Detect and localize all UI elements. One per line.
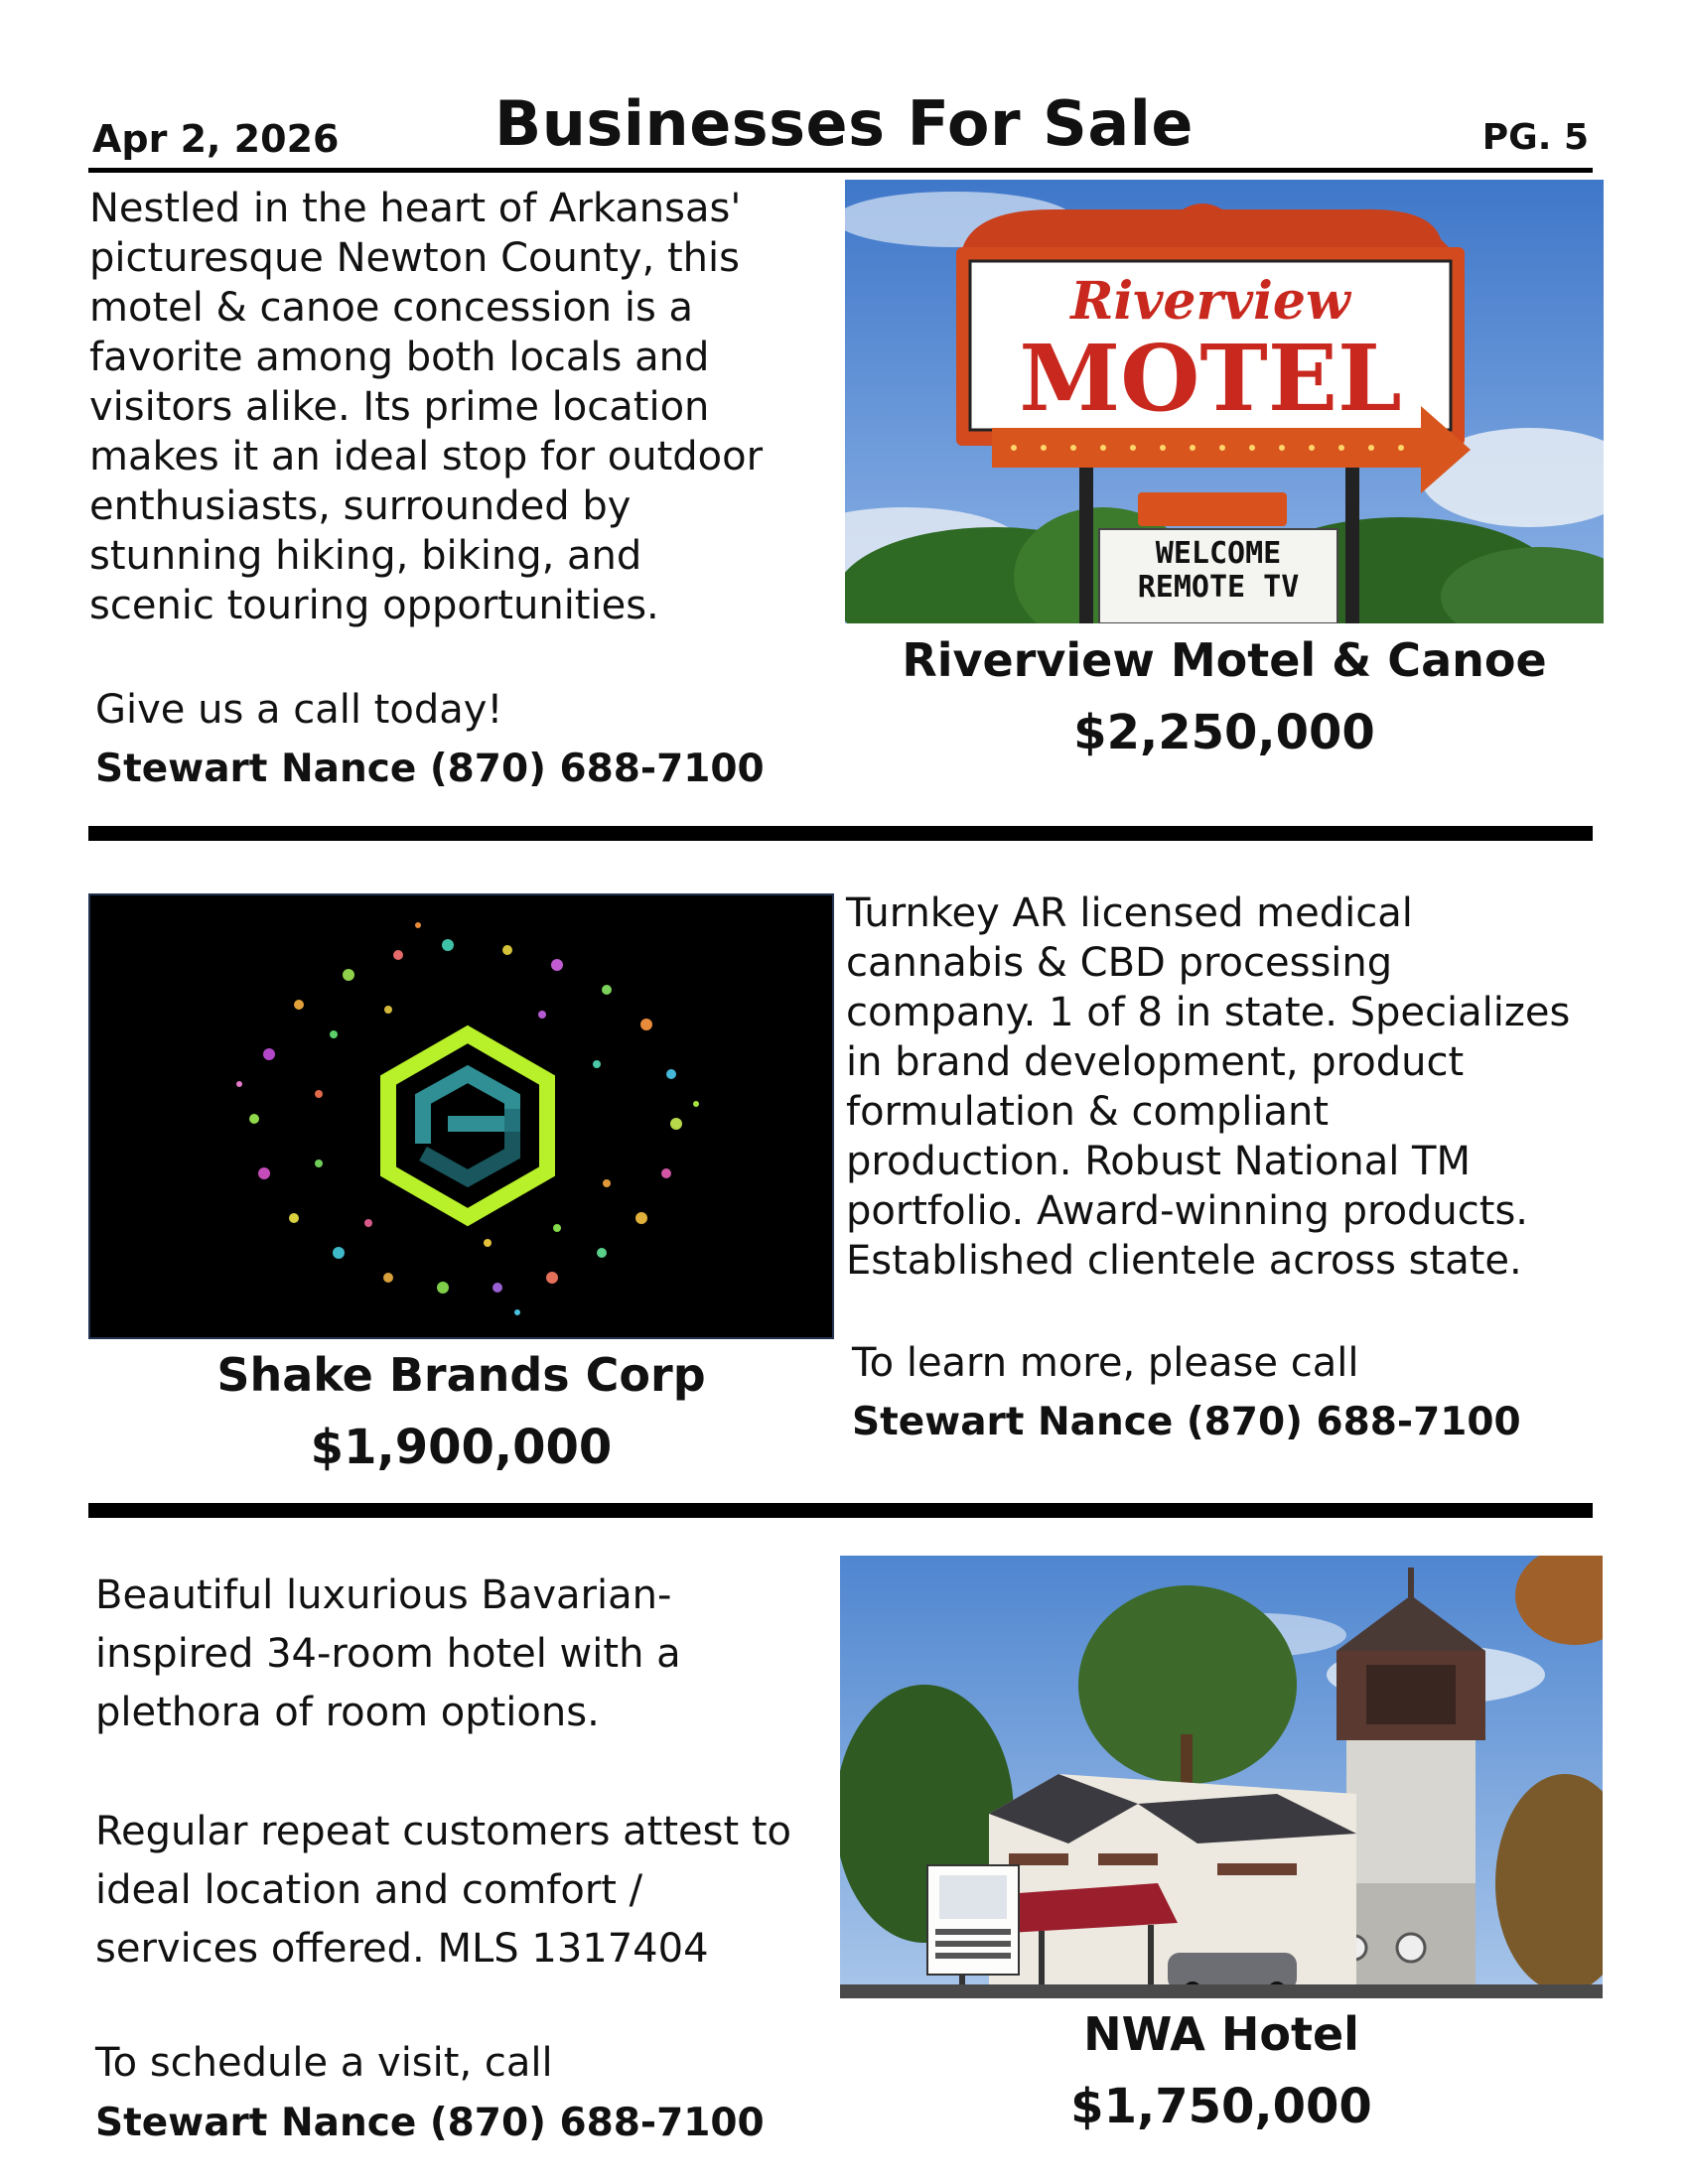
marquee-line-2: REMOTE TV <box>1137 570 1300 605</box>
shake-brands-logo-image <box>88 893 834 1339</box>
header-rule <box>88 168 1593 173</box>
page-number: PG. 5 <box>1481 117 1589 158</box>
issue-date: Apr 2, 2026 <box>92 117 340 161</box>
sign-main-text: MOTEL <box>1019 325 1402 432</box>
listing-price: $1,750,000 <box>1070 2079 1372 2134</box>
listing-contact: Stewart Nance (870) 688-7100 <box>852 1400 1521 1444</box>
listing-contact: Stewart Nance (870) 688-7100 <box>95 2101 765 2145</box>
listing-contact: Stewart Nance (870) 688-7100 <box>95 747 765 791</box>
listing-cta: Give us a call today! <box>95 687 503 733</box>
listing-cta: To schedule a visit, call <box>95 2040 553 2086</box>
section-divider <box>88 826 1593 841</box>
listing-description: Nestled in the heart of Arkansas' picturesque Newton County, this motel & canoe concession is a favorite among both locals and visitors alike. Its prime location makes it an ideal stop for outdoor enthusiasts, surrounded by stunning hiking, biking, and scenic touring opportunities. <box>89 186 764 628</box>
listing-cta: To learn more, please call <box>852 1340 1359 1386</box>
page-title: Businesses For Sale <box>494 87 1194 160</box>
section-divider <box>88 1503 1593 1518</box>
listing-name: NWA Hotel <box>1083 2007 1359 2061</box>
listing-description-2: Regular repeat customers attest to ideal location and comfort / services offered. MLS 1317404 <box>95 1809 792 1972</box>
listing-price: $2,250,000 <box>1073 705 1375 760</box>
listing-description: Turnkey AR licensed medical cannabis & CBD processing company. 1 of 8 in state. Specializes in brand development, product formulation & compliant production. Robust National TM portfolio. Award-winning products. Established clientele across state. <box>846 890 1571 1284</box>
shake-logo-graphic <box>90 895 832 1337</box>
listing-description: Beautiful luxurious Bavarian- inspired 34-room hotel with a plethora of room options. <box>95 1572 681 1735</box>
motel-sign-photo <box>845 180 1604 623</box>
listing-name: Shake Brands Corp <box>216 1348 706 1402</box>
sign-script-text: Riverview <box>1070 271 1350 332</box>
hotel-photo <box>840 1556 1603 1998</box>
listing-name: Riverview Motel & Canoe <box>902 633 1547 687</box>
listing-price: $1,900,000 <box>310 1420 613 1475</box>
marquee-line-1: WELCOME <box>1155 536 1282 571</box>
